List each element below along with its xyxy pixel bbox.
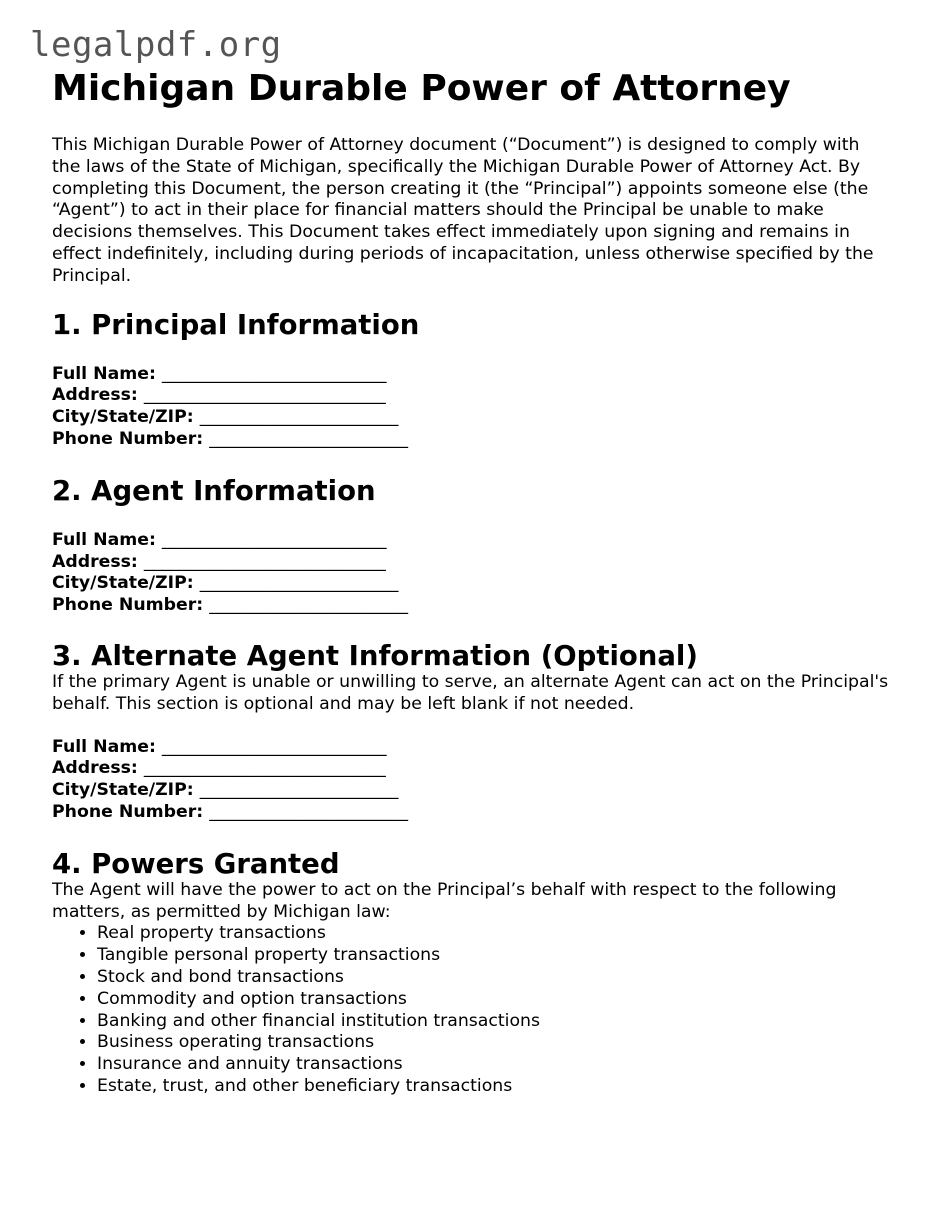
field-label: Phone Number:: [52, 428, 204, 449]
blank-line[interactable]: _______________________: [199, 407, 399, 428]
agent-full-name-field[interactable]: [52, 530, 892, 552]
blank-line[interactable]: _______________________: [199, 780, 399, 801]
blank-line[interactable]: _______________________: [199, 573, 399, 594]
field-label: City/State/ZIP:: [52, 573, 194, 594]
agent-address-field[interactable]: [52, 552, 892, 574]
watermark-logo: legalpdf.org: [30, 25, 282, 65]
alternate-agent-paragraph: If the primary Agent is unable or unwilling to serve, an alternate Agent can act on the Principal's behalf. This section is optional and may be left blank if not needed.: [52, 671, 889, 714]
principal-city-state-zip-field[interactable]: [52, 407, 892, 429]
powers-paragraph: The Agent will have the power to act on the Principal’s behalf with respect to the following matters, as permitted by Michigan law:: [52, 879, 837, 922]
alternate-full-name-field[interactable]: [52, 737, 892, 759]
alternate-agent-fields: [52, 737, 892, 824]
blank-line[interactable]: __________________________: [161, 529, 387, 550]
principal-fields: [52, 364, 892, 451]
list-item: • Business operating transactions: [97, 1032, 892, 1054]
blank-line[interactable]: ____________________________: [143, 385, 386, 406]
list-item: • Banking and other financial institution transactions: [97, 1011, 892, 1033]
powers-list: [52, 923, 892, 1097]
field-label: Address:: [52, 385, 138, 406]
principal-phone-field[interactable]: [52, 429, 892, 451]
alternate-address-field[interactable]: [52, 758, 892, 780]
section-heading-principal: 1. Principal Information: [52, 308, 420, 341]
section-heading-alternate-agent: 3. Alternate Agent Information (Optional): [52, 639, 698, 672]
field-label: City/State/ZIP:: [52, 780, 194, 801]
list-item: • Commodity and option transactions: [97, 989, 892, 1011]
intro-paragraph: This Michigan Durable Power of Attorney document (“Document”) is designed to comply with the laws of the State of Michigan, specifically the Michigan Durable Power of Attorney Act. By completing this Document, the person creating it (the “Principal”) appoints someone else (the “Agent”) to act in their place for financial matters should the Principal be unable to make decisions themselves. This Document takes effect immediately upon signing and remains in effect indefinitely, including during periods of incapacitation, unless otherwise specified by the Principal.: [52, 135, 874, 286]
alternate-phone-field[interactable]: [52, 802, 892, 824]
blank-line[interactable]: _______________________: [209, 595, 408, 616]
blank-line[interactable]: ____________________________: [143, 551, 386, 572]
list-item: • Insurance and annuity transactions: [97, 1054, 892, 1076]
list-item: • Stock and bond transactions: [97, 967, 892, 989]
section-heading-powers: 4. Powers Granted: [52, 847, 340, 880]
section-heading-agent: 2. Agent Information: [52, 474, 376, 507]
blank-line[interactable]: __________________________: [161, 363, 387, 384]
alternate-city-state-zip-field[interactable]: [52, 780, 892, 802]
principal-full-name-field[interactable]: [52, 364, 892, 386]
agent-phone-field[interactable]: [52, 595, 892, 617]
blank-line[interactable]: _______________________: [209, 428, 408, 449]
agent-city-state-zip-field[interactable]: [52, 573, 892, 595]
field-label: Address:: [52, 758, 138, 779]
field-label: Full Name:: [52, 529, 156, 550]
list-item: • Estate, trust, and other beneficiary transactions: [97, 1076, 892, 1098]
blank-line[interactable]: ____________________________: [143, 758, 386, 779]
blank-line[interactable]: __________________________: [161, 736, 387, 757]
field-label: Full Name:: [52, 736, 156, 757]
blank-line[interactable]: _______________________: [209, 801, 408, 822]
field-label: City/State/ZIP:: [52, 407, 194, 428]
field-label: Phone Number:: [52, 595, 204, 616]
field-label: Full Name:: [52, 363, 156, 384]
field-label: Phone Number:: [52, 801, 204, 822]
principal-address-field[interactable]: [52, 385, 892, 407]
list-item: • Real property transactions: [97, 923, 892, 945]
agent-fields: [52, 530, 892, 617]
list-item: • Tangible personal property transactions: [97, 945, 892, 967]
document-title: Michigan Durable Power of Attorney: [52, 68, 791, 109]
document-page: [52, 68, 892, 1098]
field-label: Address:: [52, 551, 138, 572]
